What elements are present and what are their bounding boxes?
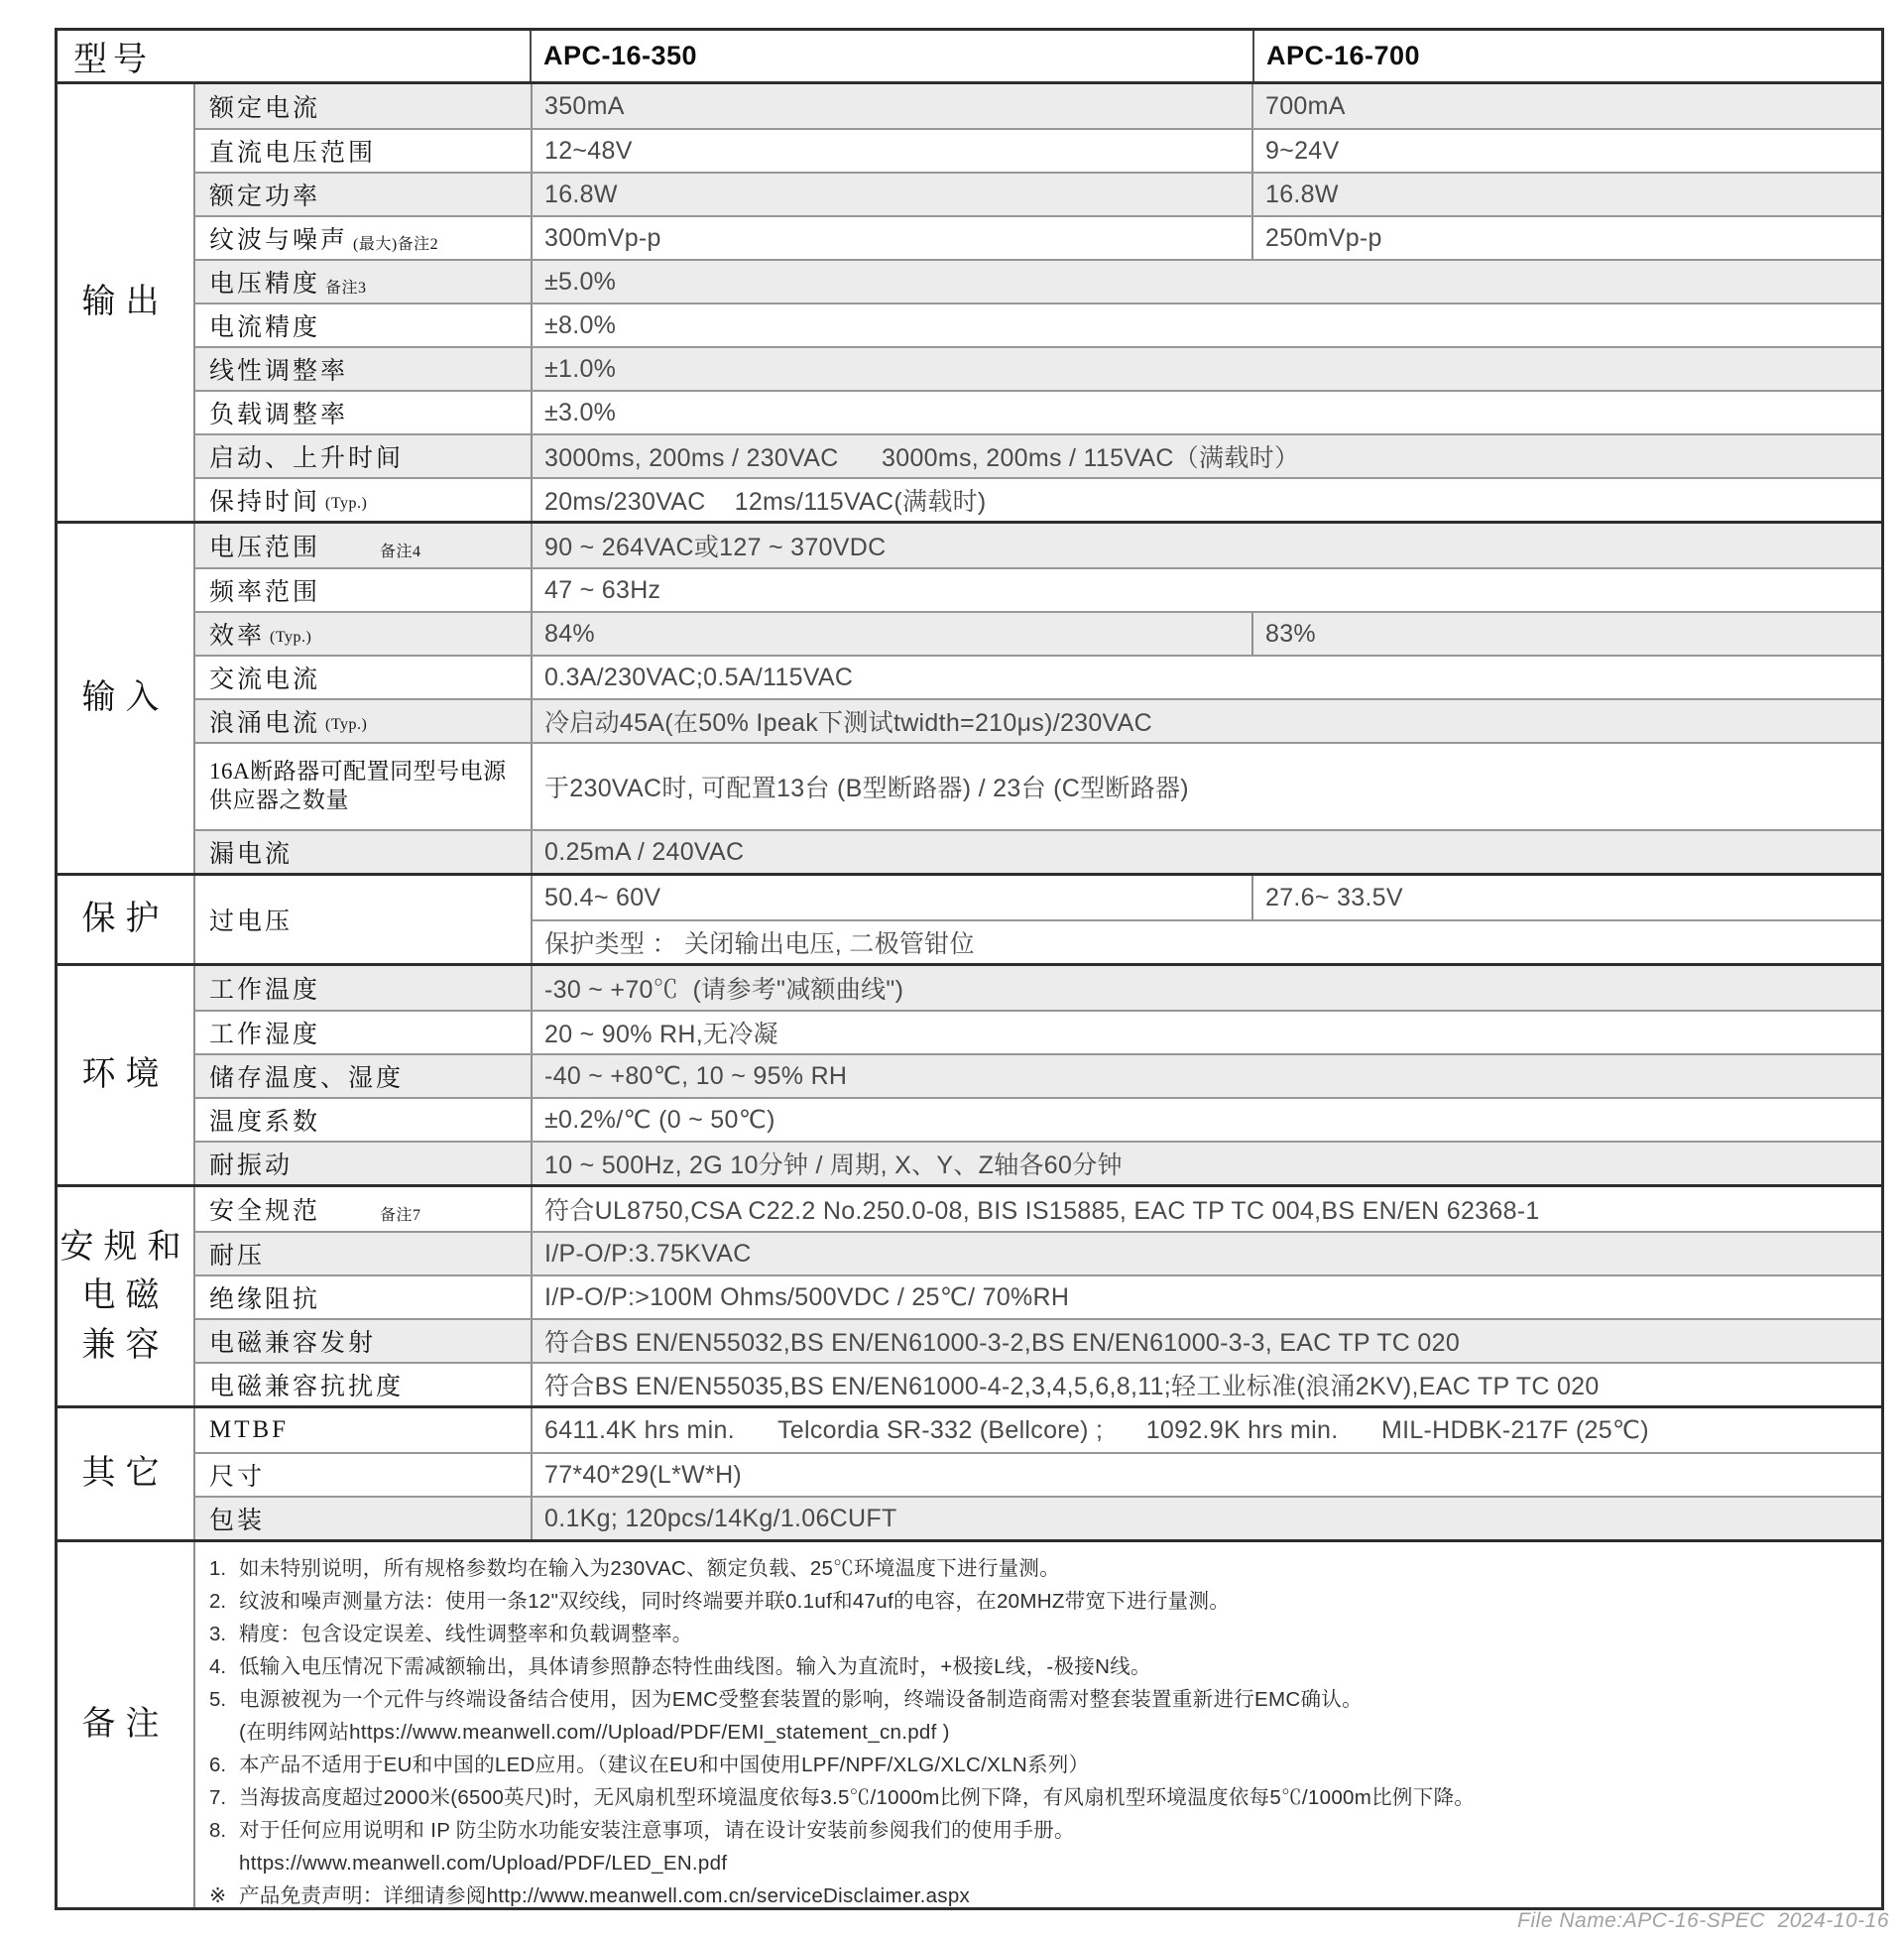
attr-label: 绝缘阻抗 [209, 1286, 321, 1313]
section-label-protection: 保护 [58, 876, 195, 963]
row-dc-voltage-range [195, 128, 1881, 172]
row-leakage-current [195, 829, 1881, 873]
note-item-5-url [209, 1716, 1867, 1749]
note-url: (在明纬网站https://www.meanwell.com//Upload/PDF/EMI_statement_cn.pdf ) [239, 1721, 950, 1744]
note-number: ※ [209, 1884, 227, 1907]
row-ac-current [195, 655, 1881, 698]
section-environment [58, 963, 1881, 1184]
note-number: 3. [209, 1623, 227, 1645]
note-number: 5. [209, 1688, 227, 1711]
note-indent [209, 1847, 239, 1879]
model-name-apc-16-700: APC-16-700 [1266, 41, 1421, 70]
row-line-regulation [195, 346, 1881, 390]
row-voltage-accuracy [195, 259, 1881, 303]
value: 77*40*29(L*W*H) [544, 1460, 743, 1489]
row-frequency-range [195, 567, 1881, 611]
attr-note-ref: 备注4 [380, 543, 421, 560]
attr-label: 尺寸 [209, 1464, 266, 1491]
attr-label: 工作湿度 [209, 1022, 321, 1048]
note-text: 本产品不适用于EU和中国的LED应用。（建议在EU和中国使用LPF/NPF/XLG/XLC/XLN系列） [239, 1754, 1090, 1776]
value: 20 ~ 90% RH,无冷凝 [544, 1021, 778, 1048]
value: ±1.0% [544, 354, 617, 383]
row-working-humidity [195, 1010, 1881, 1053]
row-efficiency [195, 611, 1881, 655]
note-text: 低输入电压情况下需减额输出，具体请参照静态特性曲线图。输入为直流时，+极接L线，-极接N线。 [239, 1655, 1151, 1678]
value: 6411.4K hrs min. Telcordia SR-332 (Bellcore) ; 1092.9K hrs min. MIL-HDBK-217F (25℃) [544, 1416, 1649, 1444]
row-voltage-range [195, 524, 1881, 567]
model-name-apc-16-350: APC-16-350 [532, 31, 1254, 81]
value: 3000ms, 200ms / 230VAC 3000ms, 200ms / 115VAC（满载时） [544, 444, 1300, 472]
file-name-footer: File Name:APC-16-SPEC 2024-10-16 [1517, 1909, 1889, 1932]
attr-label: 额定功率 [209, 183, 321, 210]
note-number: 7. [209, 1786, 227, 1809]
attr-note-ref: 备注3 [325, 279, 367, 297]
attr-label: 启动、上升时间 [209, 445, 405, 472]
value-700: 9~24V [1265, 136, 1340, 165]
section-input [58, 521, 1881, 873]
row-load-regulation [195, 390, 1881, 433]
row-ovp-type [533, 919, 1881, 963]
attr-label: 交流电流 [209, 667, 321, 693]
row-inrush-current [195, 698, 1881, 742]
value: -40 ~ +80℃, 10 ~ 95% RH [544, 1062, 848, 1090]
attr-note-ref: 备注7 [380, 1206, 421, 1224]
value: 10 ~ 500Hz, 2G 10分钟 / 周期, X、Y、Z轴各60分钟 [544, 1151, 1123, 1179]
attr-label: 线性调整率 [209, 358, 349, 385]
note-item-4 [209, 1650, 1867, 1683]
note-text: 纹波和噪声测量方法：使用一条12"双绞线，同时终端要并联0.1uf和47uf的电容，在20MHZ带宽下进行量测。 [239, 1590, 1231, 1613]
note-number: 6. [209, 1754, 227, 1776]
attr-over-voltage: 过电压 [195, 876, 533, 963]
row-vibration [195, 1141, 1881, 1184]
value-350: 12~48V [533, 130, 1253, 172]
attr-label: 16A断路器可配置同型号电源供应器之数量 [209, 759, 507, 812]
row-safety-standards [195, 1187, 1881, 1231]
row-packing [195, 1496, 1881, 1539]
value: 20ms/230VAC 12ms/115VAC(满载时) [544, 488, 987, 516]
attr-label: 电流精度 [209, 314, 321, 341]
attr-label: 保持时间 [209, 489, 321, 516]
value-350: 84% [533, 613, 1253, 655]
row-ripple-noise [195, 215, 1881, 259]
value: -30 ~ +70℃ (请参考"减额曲线") [544, 976, 904, 1004]
header-row [58, 31, 1881, 81]
model-label: 型号 [58, 31, 532, 81]
value: ±0.2%/℃ (0 ~ 50℃) [544, 1106, 775, 1134]
value: I/P-O/P:3.75KVAC [544, 1239, 752, 1268]
value: 符合UL8750,CSA C22.2 No.250.0-08, BIS IS15885, EAC TP TC 004,BS EN/EN 62368-1 [544, 1197, 1540, 1225]
section-label-output: 输出 [58, 84, 195, 521]
row-breaker-quantity [195, 742, 1881, 829]
value: 于230VAC时, 可配置13台 (B型断路器) / 23台 (C型断路器) [544, 775, 1189, 802]
value-350: 50.4~ 60V [533, 876, 1253, 919]
value: 符合BS EN/EN55035,BS EN/EN61000-4-2,3,4,5,6,8,11;轻工业标准(浪涌2KV),EAC TP TC 020 [544, 1373, 1600, 1400]
value: 冷启动45A(在50% Ipeak下测试twidth=210μs)/230VAC [544, 709, 1153, 737]
note-url: https://www.meanwell.com/Upload/PDF/LED_EN.pdf [239, 1852, 728, 1875]
attr-label: 电磁兼容抗扰度 [209, 1374, 405, 1400]
value: ±8.0% [544, 310, 617, 339]
row-mtbf [195, 1408, 1881, 1452]
note-item-3 [209, 1618, 1867, 1650]
attr-label: MTBF [209, 1416, 290, 1443]
label-line-2: 电磁 [81, 1277, 170, 1315]
note-number: 8. [209, 1819, 227, 1842]
value: ±5.0% [544, 267, 617, 296]
note-item-1 [209, 1552, 1867, 1585]
row-withstand-voltage [195, 1231, 1881, 1274]
section-label-environment: 环境 [58, 966, 195, 1184]
row-working-temp [195, 966, 1881, 1010]
row-storage-temp-humidity [195, 1053, 1881, 1097]
row-dimension [195, 1452, 1881, 1496]
value: 0.1Kg; 120pcs/14Kg/1.06CUFT [544, 1504, 897, 1532]
attr-label: 工作温度 [209, 977, 321, 1004]
notes-list [195, 1542, 1881, 1907]
spec-table [55, 28, 1884, 1910]
note-item-5 [209, 1683, 1867, 1716]
value: 符合BS EN/EN55032,BS EN/EN61000-3-2,BS EN/EN61000-3-3, EAC TP TC 020 [544, 1329, 1461, 1357]
note-number: 2. [209, 1590, 227, 1613]
note-text: 精度：包含设定误差、线性调整率和负载调整率。 [239, 1623, 693, 1645]
attr-note-ref: (最大)备注2 [353, 235, 439, 253]
row-temp-coefficient [195, 1097, 1881, 1141]
value: 0.3A/230VAC;0.5A/115VAC [544, 663, 854, 691]
attr-label: 耐振动 [209, 1152, 294, 1179]
attr-label: 浪涌电流 [209, 710, 321, 737]
attr-note-ref: (Typ.) [325, 716, 368, 733]
note-text: 对于任何应用说明和 IP 防尘防水功能安装注意事项，请在设计安装前参阅我们的使用手册。 [239, 1819, 1075, 1842]
attr-label: 负载调整率 [209, 402, 349, 428]
note-item-disclaimer [209, 1879, 1867, 1912]
attr-label: 额定电流 [209, 95, 321, 122]
row-setup-rise-time [195, 433, 1881, 477]
attr-label: 直流电压范围 [209, 140, 377, 167]
note-number: 4. [209, 1655, 227, 1678]
attr-label: 效率 [209, 623, 266, 650]
section-label-others: 其它 [58, 1408, 195, 1539]
section-label-notes: 备注 [58, 1542, 195, 1907]
section-others [58, 1405, 1881, 1539]
attr-note-ref: (Typ.) [270, 629, 312, 646]
row-rated-current [195, 84, 1881, 128]
row-emc-emission [195, 1318, 1881, 1362]
attr-label: 频率范围 [209, 579, 321, 606]
value-700: 83% [1265, 619, 1316, 648]
note-text: 当海拔高度超过2000米(6500英尺)时，无风扇机型环境温度依每3.5℃/1000m比例下降，有风扇机型环境温度依每5℃/1000m比例下降。 [239, 1786, 1476, 1809]
attr-label: 安全规范 [209, 1198, 321, 1225]
attr-label: 电压精度 [209, 271, 321, 298]
attr-label: 纹波与噪声 [209, 227, 349, 254]
row-isolation-resistance [195, 1274, 1881, 1318]
note-item-6 [209, 1749, 1867, 1781]
label-line-1: 安规和 [60, 1229, 191, 1267]
attr-label: 漏电流 [209, 841, 294, 868]
section-output [58, 81, 1881, 521]
row-hold-up-time [195, 477, 1881, 521]
row-emc-immunity [195, 1362, 1881, 1405]
attr-note-ref: (Typ.) [325, 495, 368, 512]
value-700: 250mVp-p [1265, 223, 1382, 252]
note-item-2 [209, 1585, 1867, 1618]
value-350: 350mA [533, 84, 1253, 128]
note-item-7 [209, 1781, 1867, 1814]
attr-label: 电压范围 [209, 535, 321, 561]
value-700: 27.6~ 33.5V [1265, 883, 1403, 911]
note-text: 电源被视为一个元件与终端设备结合使用，因为EMC受整套装置的影响，终端设备制造商需对整套装置重新进行EMC确认。 [239, 1688, 1363, 1711]
label-line-3: 兼容 [81, 1326, 170, 1364]
section-protection [58, 873, 1881, 963]
attr-label: 储存温度、湿度 [209, 1065, 405, 1092]
attr-label: 包装 [209, 1508, 266, 1534]
section-label-safety-emc [58, 1187, 195, 1405]
value-700: 700mA [1265, 91, 1346, 120]
row-ovp-range [533, 876, 1881, 919]
value-700: 16.8W [1265, 180, 1339, 208]
value: 47 ~ 63Hz [544, 575, 661, 604]
attr-label: 耐压 [209, 1243, 266, 1270]
value: ±3.0% [544, 398, 617, 426]
note-text: 产品免责声明：详细请参阅http://www.meanwell.com.cn/serviceDisclaimer.aspx [239, 1884, 971, 1907]
section-safety-emc [58, 1184, 1881, 1405]
note-indent [209, 1716, 239, 1749]
attr-label: 电磁兼容发射 [209, 1330, 377, 1357]
row-rated-power [195, 172, 1881, 215]
note-item-8 [209, 1814, 1867, 1847]
note-text: 如未特别说明，所有规格参数均在输入为230VAC、额定负载、25℃环境温度下进行量测。 [239, 1557, 1061, 1580]
value-350: 16.8W [533, 174, 1253, 215]
note-number: 1. [209, 1557, 227, 1580]
section-label-input: 输入 [58, 524, 195, 873]
value: I/P-O/P:>100M Ohms/500VDC / 25℃/ 70%RH [544, 1283, 1070, 1311]
note-item-8-url [209, 1847, 1867, 1879]
value: 0.25mA / 240VAC [544, 837, 745, 866]
value: 90 ~ 264VAC或127 ~ 370VDC [544, 534, 887, 561]
attr-label: 温度系数 [209, 1109, 321, 1136]
value: 保护类型 ： 关闭输出电压, 二极管钳位 [544, 930, 975, 958]
row-current-accuracy [195, 303, 1881, 346]
value-350: 300mVp-p [533, 217, 1253, 259]
section-notes [58, 1539, 1881, 1907]
